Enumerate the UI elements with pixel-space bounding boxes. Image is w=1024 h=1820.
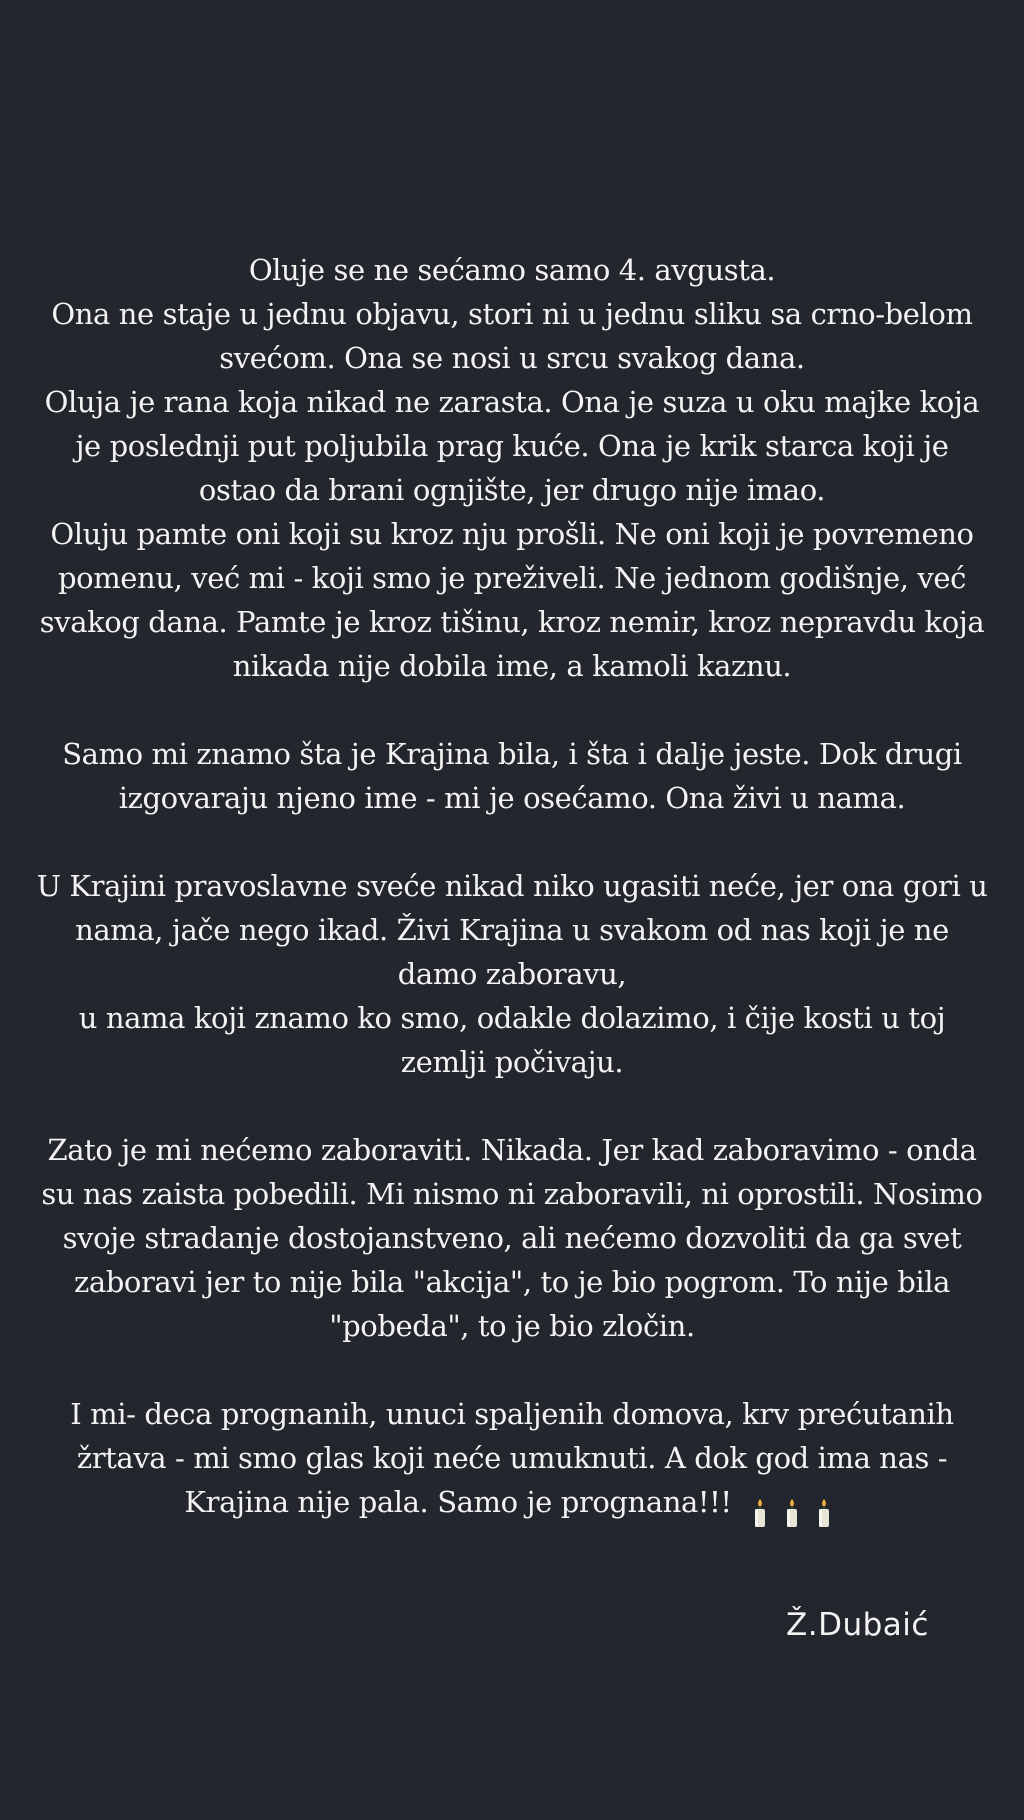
text-line: svećom. Ona se nosi u srcu svakog dana.	[219, 341, 805, 375]
paragraph-2	[8, 732, 1016, 820]
candle-emojis	[744, 1484, 840, 1528]
paragraph-1	[8, 248, 1016, 688]
paragraph-5	[8, 1392, 1016, 1528]
text-line: svoje stradanje dostojanstveno, ali nećemo dozvoliti da ga svet	[62, 1221, 962, 1255]
candle-icon	[785, 1498, 799, 1528]
paragraph-3	[8, 864, 1016, 1084]
story-text	[8, 248, 1016, 1572]
text-line: Ona ne staje u jednu objavu, stori ni u jednu sliku sa crno-belom	[51, 297, 973, 331]
text-line: zaboravi jer to nije bila "akcija", to je bio pogrom. To nije bila	[73, 1265, 951, 1299]
text-line: Oluje se ne sećamo samo 4. avgusta.	[248, 253, 776, 287]
text-line: pomenu, već mi - koji smo je preživeli. Ne jednom godišnje, već	[57, 561, 967, 595]
text-line: nikada nije dobila ime, a kamoli kaznu.	[232, 649, 792, 683]
text-line: "pobeda", to je bio zločin.	[329, 1309, 695, 1343]
text-line: nama, jače nego ikad. Živi Krajina u svakom od nas koji je ne	[75, 913, 949, 947]
text-line: U Krajini pravoslavne sveće nikad niko ugasiti neće, jer ona gori u	[36, 869, 988, 903]
text-line: žrtava - mi smo glas koji neće umuknuti. A dok god ima nas -	[76, 1441, 948, 1475]
closing-line	[8, 1480, 1016, 1528]
text-line: zemlji počivaju.	[400, 1045, 624, 1079]
closing-text: Krajina nije pala. Samo je prognana!!!	[184, 1485, 732, 1519]
text-line: svakog dana. Pamte je kroz tišinu, kroz nemir, kroz nepravdu koja	[39, 605, 985, 639]
text-line: ostao da brani ognjište, jer drugo nije imao.	[198, 473, 826, 507]
text-line: damo zaboravu,	[397, 957, 627, 991]
text-line: Oluja je rana koja nikad ne zarasta. Ona je suza u oku majke koja	[44, 385, 980, 419]
text-line: je poslednji put poljubila prag kuće. Ona je krik starca koji je	[75, 429, 949, 463]
text-line: Oluju pamte oni koji su kroz nju prošli. Ne oni koji je povremeno	[50, 517, 974, 551]
candle-icon	[753, 1498, 767, 1528]
text-line: su nas zaista pobedili. Mi nismo ni zaboravili, ni oprostili. Nosimo	[41, 1177, 983, 1211]
text-line: Zato je mi nećemo zaboraviti. Nikada. Jer kad zaboravimo - onda	[47, 1133, 977, 1167]
author-signature: Ž.Dubaić	[786, 1607, 929, 1643]
text-line: izgovaraju njeno ime - mi je osećamo. Ona živi u nama.	[118, 781, 906, 815]
text-line: u nama koji znamo ko smo, odakle dolazimo, i čije kosti u toj	[78, 1001, 946, 1035]
text-line: I mi- deca prognanih, unuci spaljenih domova, krv prećutanih	[70, 1397, 954, 1431]
candle-icon	[817, 1498, 831, 1528]
paragraph-4	[8, 1128, 1016, 1348]
text-line: Samo mi znamo šta je Krajina bila, i šta i dalje jeste. Dok drugi	[62, 737, 962, 771]
